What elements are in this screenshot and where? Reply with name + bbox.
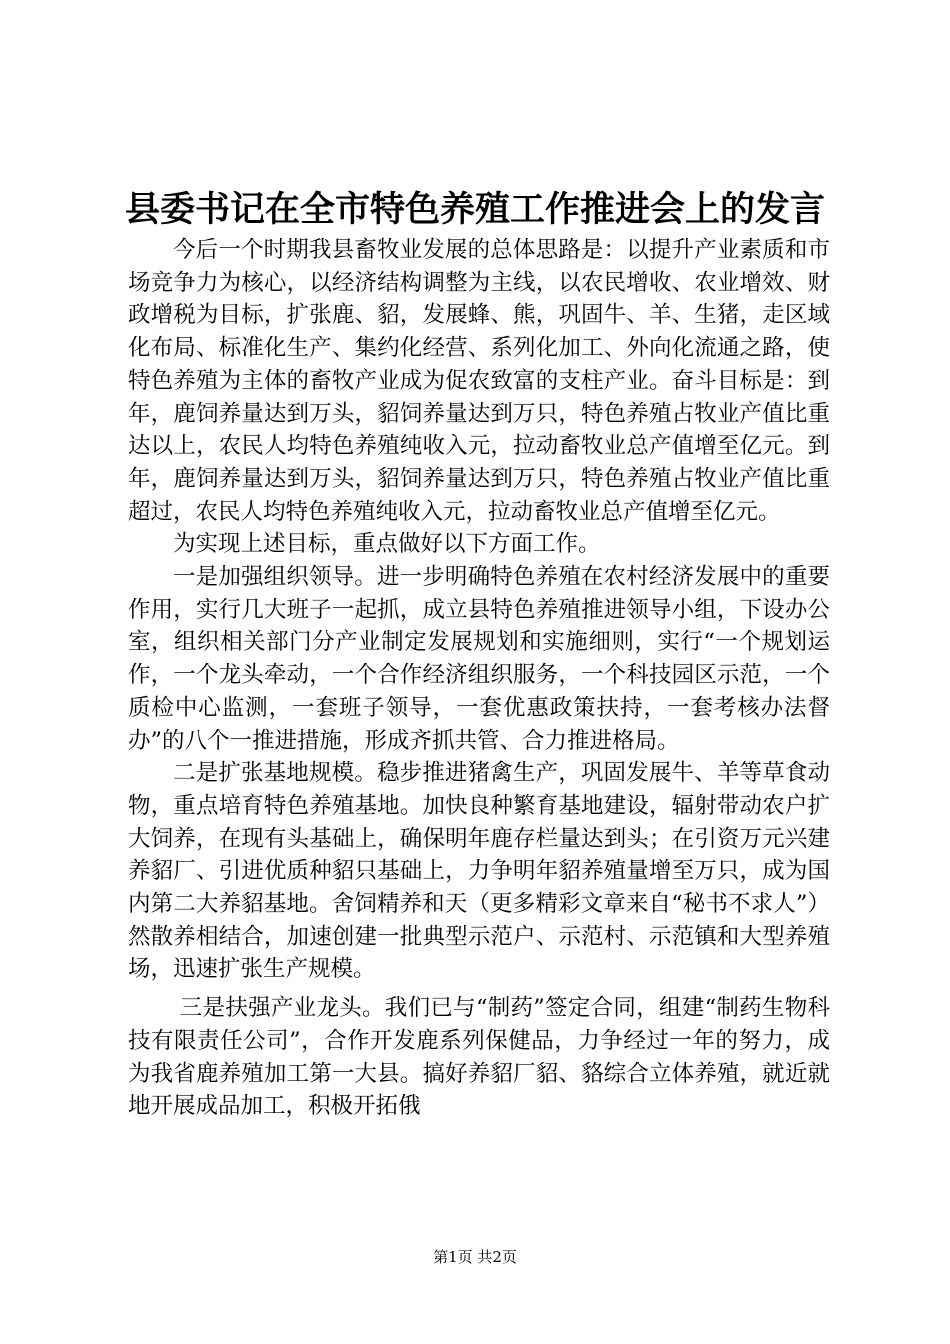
page-footer: 第1页 共2页 xyxy=(433,1248,517,1266)
paragraph-5: 三是扶强产业龙头。我们已与“制药”签定合同，组建“制药生物科技有限责任公司”，合作开发鹿系列保健品，力争经过一年的努力，成为我省鹿养殖加工第一大县。搞好养貂厂貂、貉综合立体养殖，就近就地开展成品加工，积极开拓俄 xyxy=(128,995,830,1120)
document-title: 县委书记在全市特色养殖工作推进会上的发言 xyxy=(124,190,825,230)
paragraph-4: 二是扩张基地规模。稳步推进猪禽生产，巩固发展牛、羊等草食动物，重点培育特色养殖基地。加快良种繁育基地建设，辐射带动农户扩大饲养，在现有头基础上，确保明年鹿存栏量达到头；在引资万元兴建养貂厂、引进优质种貂只基础上，力争明年貂养殖量增至万只，成为国内第二大养貂基地。舍饲精养和天（更多精彩文章来自“秘书不求人”）然散养相结合，加速创建一批典型示范户、示范村、示范镇和大型养殖场，迅速扩张生产规模。 xyxy=(128,760,830,983)
paragraph-2: 为实现上述目标，重点做好以下方面工作。 xyxy=(173,531,601,558)
document-body xyxy=(128,234,830,1123)
paragraph-1: 今后一个时期我县畜牧业发展的总体思路是：以提升产业素质和市场竞争力为核心，以经济结构调整为主线，以农民增收、农业增效、财政增税为目标，扩张鹿、貂，发展蜂、熊，巩固牛、羊、生猪，走区域化布局、标准化生产、集约化经营、系列化加工、外向化流通之路，使特色养殖为主体的畜牧产业成为促农致富的支柱产业。奋斗目标是：到年，鹿饲养量达到万头，貂饲养量达到万只，特色养殖占牧业产值比重达以上，农民人均特色养殖纯收入元，拉动畜牧业总产值增至亿元。到年，鹿饲养量达到万头，貂饲养量达到万只，特色养殖占牧业产值比重超过，农民人均特色养殖纯收入元，拉动畜牧业总产值增至亿元。 xyxy=(128,237,830,525)
paragraph-3: 一是加强组织领导。进一步明确特色养殖在农村经济发展中的重要作用，实行几大班子一起抓，成立县特色养殖推进领导小组，下设办公室，组织相关部门分产业制定发展规划和实施细则，实行“一个规划运作，一个龙头牵动，一个合作经济组织服务，一个科技园区示范，一个质检中心监测，一套班子领导，一套优惠政策扶持，一套考核办法督办”的八个一推进措施，形成齐抓共管、合力推进格局。 xyxy=(128,564,830,754)
